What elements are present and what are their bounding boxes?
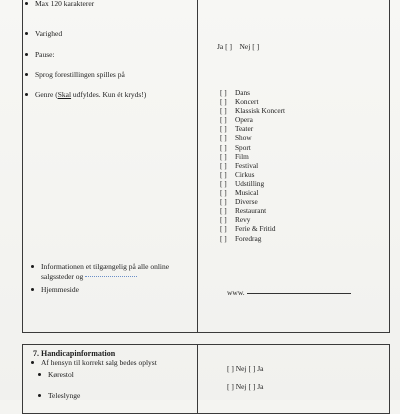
homepage-field[interactable] (227, 288, 351, 297)
homepage-input-line[interactable] (247, 293, 351, 294)
handicap-heading: 7. Handicapinformation (33, 349, 116, 358)
field-label-duration: Varighed (35, 29, 63, 38)
www-prefix: www. (227, 288, 245, 297)
genre-option[interactable]: [ ] Foredrag (220, 233, 262, 243)
field-label-max-characters: Max 120 karakterer (35, 0, 95, 8)
genre-label-must: Skal (57, 90, 72, 99)
pause-yes-checkbox[interactable]: Ja [ ] (217, 42, 232, 51)
wheelchair-answer[interactable]: [ ] Nej [ ] Ja (227, 364, 264, 373)
genre-option[interactable]: [ ] Film (220, 151, 249, 161)
genre-option[interactable]: [ ] Diverse (220, 197, 258, 207)
genre-option[interactable]: [ ] Teater (220, 124, 254, 134)
column-divider (197, 0, 198, 332)
field-label-pause: Pause: (35, 50, 55, 59)
genre-option[interactable]: [ ] Opera (220, 115, 253, 125)
genre-option[interactable]: [ ] Ferie & Fritid (220, 224, 276, 234)
genre-option[interactable]: [ ] Klassisk Koncert (220, 106, 286, 116)
genre-option[interactable]: [ ] Sport (220, 142, 251, 152)
handicap-intro: Af hensyn til korrekt salg bedes oplyst (41, 358, 157, 367)
info-availability-text-2 (41, 272, 137, 281)
genre-option[interactable]: [ ] Udstilling (220, 178, 265, 188)
pause-answer (217, 42, 259, 51)
genre-option[interactable]: [ ] Musical (220, 188, 259, 198)
form-section-details (22, 0, 390, 333)
genre-option[interactable]: [ ] Festival (220, 160, 259, 170)
field-label-language: Sprog forestillingen spilles på (35, 70, 125, 79)
hearing-loop-answer[interactable]: [ ] Nej [ ] Ja (227, 382, 264, 391)
genre-option[interactable]: [ ] Koncert (220, 97, 259, 107)
genre-option[interactable]: [ ] Restaurant (220, 206, 267, 216)
handicap-item-hearing-loop: Teleslynge (48, 391, 81, 400)
info-fill-line[interactable] (85, 276, 137, 277)
pause-no-checkbox[interactable]: Nej [ ] (239, 42, 260, 51)
genre-checkbox-list (220, 88, 285, 243)
genre-option[interactable]: [ ] Revy (220, 215, 251, 225)
info-availability-continued: salgssteder og (41, 272, 84, 281)
column-divider (197, 345, 198, 413)
genre-option[interactable]: [ ] Cirkus (220, 169, 255, 179)
genre-option[interactable]: [ ] Show (220, 133, 252, 143)
field-label-genre (35, 90, 146, 99)
handicap-item-wheelchair: Kørestol (48, 370, 74, 379)
genre-option[interactable]: [ ] Dans (220, 88, 250, 97)
homepage-label: Hjemmeside (41, 285, 79, 294)
genre-label-prefix: Genre ( (35, 90, 58, 99)
genre-label-suffix: udfyldes. Kun ét kryds!) (71, 90, 147, 99)
info-availability-text: Informationen et tilgængelig på alle online (41, 262, 170, 271)
